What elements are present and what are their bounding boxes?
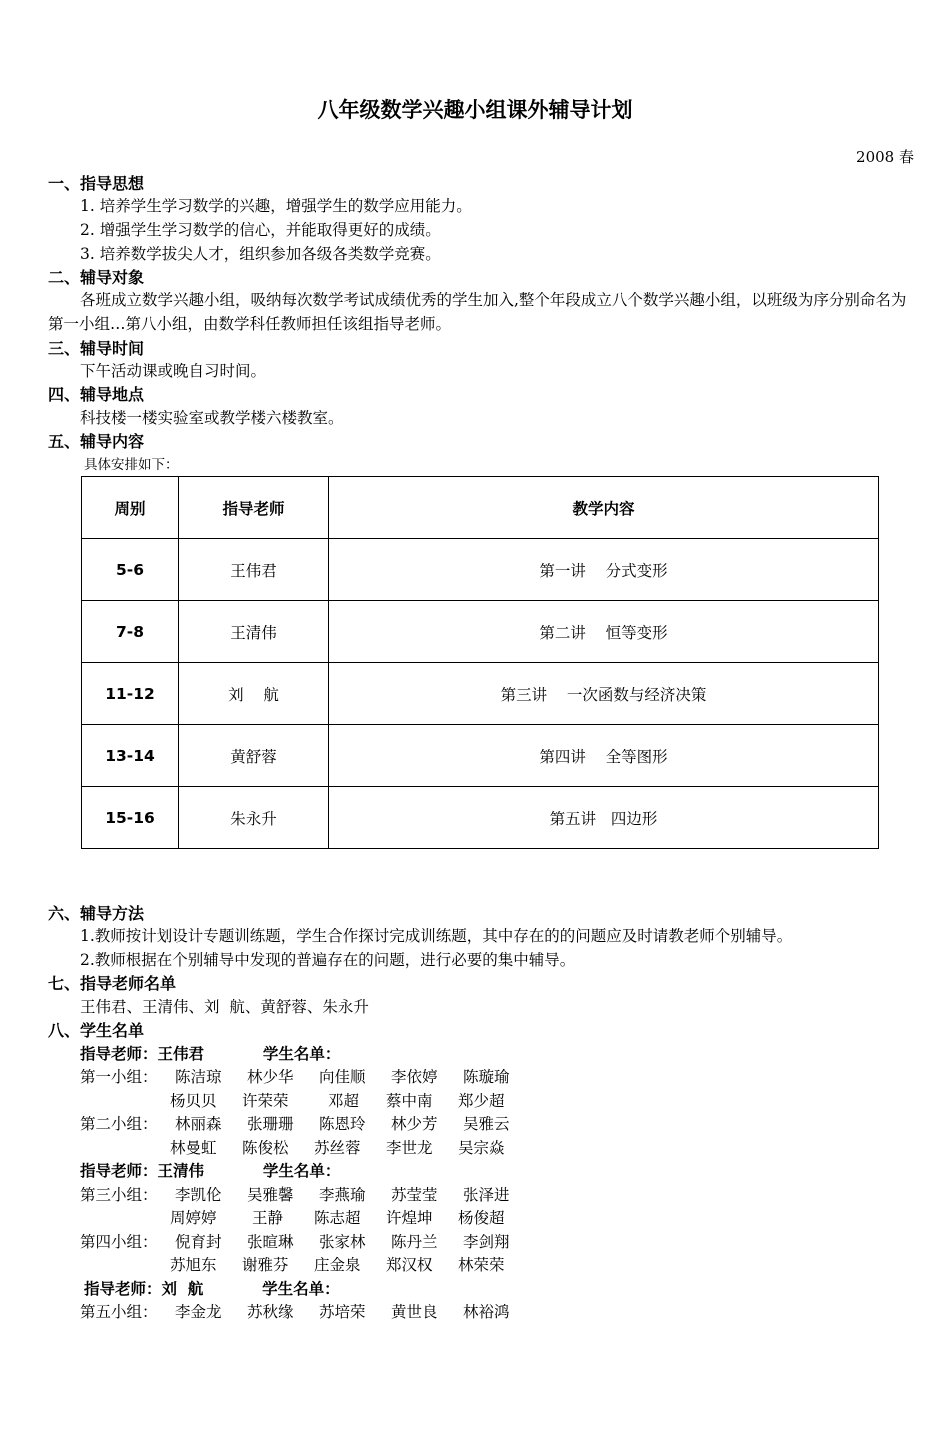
student-name: 李世龙 [386, 1139, 433, 1157]
list-item: 1. 培养学生学习数学的兴趣，增强学生的数学应用能力。 [80, 197, 472, 215]
teacher-cell: 黄舒蓉 [179, 725, 329, 787]
student-name: 苏丝蓉 [314, 1139, 361, 1157]
student-name: 陈洁琼 [174, 1068, 222, 1086]
paragraph: 科技楼一楼实验室或教学楼六楼教室。 [80, 409, 344, 427]
student-name: 苏旭东 [170, 1256, 217, 1274]
date-label: 2008 春 [856, 148, 914, 166]
section-heading: 三、辅导时间 [48, 339, 145, 358]
column-header: 教学内容 [329, 477, 879, 539]
group-row [80, 1065, 535, 1087]
table-row [82, 725, 879, 787]
teacher-name-label: 指导老师：王清伟 [80, 1162, 205, 1180]
student-name: 李依婷 [390, 1068, 438, 1086]
table-row [82, 539, 879, 601]
section-heading: 二、辅导对象 [48, 268, 145, 287]
section-heading: 六、辅导方法 [48, 904, 145, 923]
section-heading: 四、辅导地点 [48, 385, 145, 404]
week-cell: 11-12 [82, 663, 179, 725]
student-name: 黄世良 [390, 1303, 438, 1321]
student-name: 向佳顺 [318, 1068, 366, 1086]
group-row [170, 1253, 530, 1275]
student-name: 林荣荣 [458, 1256, 505, 1274]
paragraph: 各班成立数学兴趣小组，吸纳每次数学考试成绩优秀的学生加入,整个年段成立八个数学兴趣小组，以班级为序分别命名为第一小组…第八小组，由数学科任教师担任该组指导老师。 [48, 291, 907, 333]
teacher-list: 王伟君、王清伟、刘 航、黄舒蓉、朱永升 [80, 998, 369, 1016]
table-row [82, 601, 879, 663]
teacher-label [80, 1042, 340, 1064]
week-cell: 15-16 [82, 787, 179, 849]
student-name: 苏秋缘 [246, 1303, 294, 1321]
student-name: 陈俊松 [242, 1139, 289, 1157]
list-item: 3. 培养数学拔尖人才，组织参加各级各类数学竞赛。 [80, 245, 441, 263]
table-header-row [82, 477, 879, 539]
student-name: 林裕鸿 [462, 1303, 510, 1321]
content-cell: 第三讲 一次函数与经济决策 [329, 663, 879, 725]
student-name: 林少芳 [390, 1115, 438, 1133]
content-cell: 第二讲 恒等变形 [329, 601, 879, 663]
student-name: 邓超 [328, 1092, 360, 1110]
student-name: 张泽进 [462, 1186, 510, 1204]
section-heading: 一、指导思想 [48, 174, 145, 193]
week-cell: 5-6 [82, 539, 179, 601]
group-row [170, 1136, 530, 1158]
student-name: 李剑翔 [462, 1233, 510, 1251]
teacher-cell: 王伟君 [179, 539, 329, 601]
student-name: 许荣荣 [242, 1092, 289, 1110]
student-name: 倪育封 [174, 1233, 222, 1251]
student-name: 杨俊超 [458, 1209, 505, 1227]
student-name: 郑少超 [458, 1092, 505, 1110]
group-label: 第三小组： [80, 1186, 158, 1204]
student-name: 李金龙 [174, 1303, 222, 1321]
paragraph: 下午活动课或晚自习时间。 [80, 362, 267, 380]
teacher-cell: 朱永升 [179, 787, 329, 849]
student-name: 吴雅云 [462, 1115, 510, 1133]
student-name: 张家林 [318, 1233, 366, 1251]
group-label: 第二小组： [80, 1115, 158, 1133]
table-intro: 具体安排如下： [84, 457, 179, 473]
content-cell: 第四讲 全等图形 [329, 725, 879, 787]
page-title: 八年级数学兴趣小组课外辅导计划 [317, 98, 633, 122]
student-name: 陈志超 [314, 1209, 361, 1227]
group-label: 第五小组： [80, 1303, 158, 1321]
table-row [82, 787, 879, 849]
student-name: 张珊珊 [246, 1115, 294, 1133]
student-name: 林少华 [246, 1068, 294, 1086]
student-name: 庄金泉 [314, 1256, 361, 1274]
column-header: 指导老师 [179, 477, 329, 539]
group-row [170, 1206, 530, 1228]
student-name: 蔡中南 [386, 1092, 433, 1110]
teacher-label [80, 1159, 340, 1181]
list-item: 2. 增强学生学习数学的信心，并能取得更好的成绩。 [80, 221, 441, 239]
student-name: 吴雅馨 [246, 1186, 294, 1204]
students-label: 学生名单： [262, 1280, 340, 1298]
group-row [80, 1230, 535, 1252]
content-cell: 第一讲 分式变形 [329, 539, 879, 601]
group-row [80, 1300, 535, 1322]
week-cell: 7-8 [82, 601, 179, 663]
student-name: 杨贝贝 [170, 1092, 217, 1110]
list-item: 1.教师按计划设计专题训练题，学生合作探讨完成训练题，其中存在的的问题应及时请教老师个别辅导。 [80, 927, 793, 945]
teacher-name-label: 指导老师：王伟君 [80, 1045, 205, 1063]
teacher-name-label: 指导老师：刘 航 [84, 1280, 204, 1298]
section-heading: 五、辅导内容 [48, 432, 145, 451]
schedule-table [81, 476, 879, 849]
student-name: 张暄琳 [246, 1233, 294, 1251]
student-name: 苏莹莹 [390, 1186, 438, 1204]
student-name: 谢雅芬 [242, 1256, 289, 1274]
group-row [80, 1183, 535, 1205]
student-name: 李燕瑜 [318, 1186, 366, 1204]
student-name: 吴宗焱 [458, 1139, 505, 1157]
teacher-label [84, 1277, 340, 1299]
student-name: 李凯伦 [174, 1186, 222, 1204]
group-row [170, 1089, 530, 1111]
student-name: 苏培荣 [318, 1303, 366, 1321]
content-cell: 第五讲 四边形 [329, 787, 879, 849]
student-name: 陈璇瑜 [462, 1068, 510, 1086]
column-header: 周别 [82, 477, 179, 539]
table-row [82, 663, 879, 725]
students-label: 学生名单： [262, 1162, 341, 1180]
student-name: 林曼虹 [170, 1139, 217, 1157]
group-label: 第四小组： [80, 1233, 158, 1251]
student-name: 王静 [252, 1209, 284, 1227]
section-heading: 八、学生名单 [48, 1021, 145, 1040]
student-name: 林丽森 [174, 1115, 222, 1133]
student-name: 许煌坤 [386, 1209, 433, 1227]
student-name: 周婷婷 [170, 1209, 217, 1227]
list-item: 2.教师根据在个别辅导中发现的普遍存在的问题，进行必要的集中辅导。 [80, 951, 576, 969]
section-heading: 七、指导老师名单 [48, 974, 177, 993]
student-name: 陈恩玲 [318, 1115, 366, 1133]
students-label: 学生名单： [262, 1045, 341, 1063]
group-row [80, 1112, 535, 1134]
teacher-cell: 刘 航 [179, 663, 329, 725]
student-name: 郑汉权 [386, 1256, 433, 1274]
group-label: 第一小组： [80, 1068, 158, 1086]
week-cell: 13-14 [82, 725, 179, 787]
student-name: 陈丹兰 [390, 1233, 438, 1251]
teacher-cell: 王清伟 [179, 601, 329, 663]
